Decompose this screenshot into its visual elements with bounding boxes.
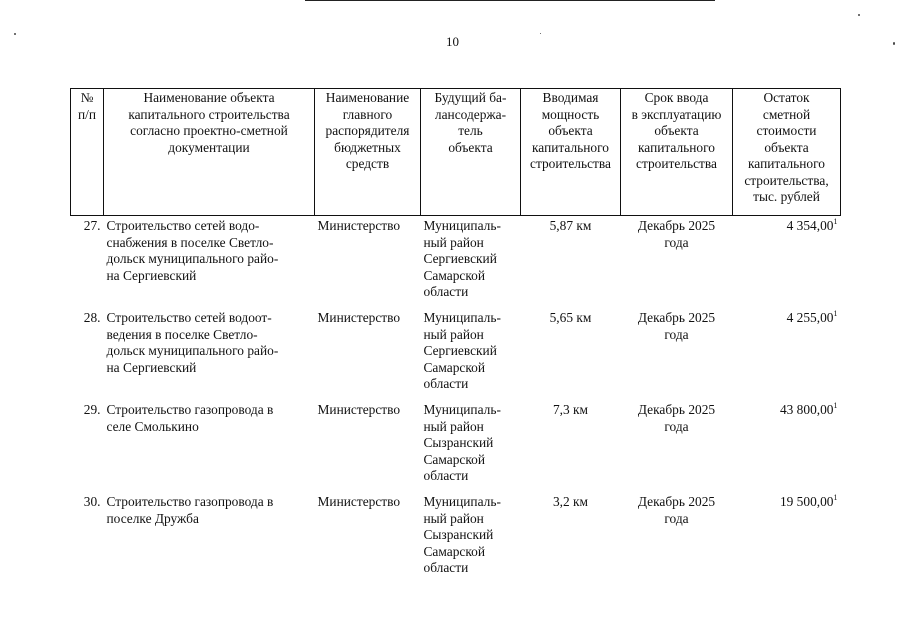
future-holder: Муниципаль- ный район Сызранский Самарской области [423,402,501,483]
commission-date: Декабрь 2025 года [637,402,716,434]
commission-date: Декабрь 2025 года [637,218,716,250]
table-row [71,308,841,400]
header-budget-manager: Наименование главного распорядителя бюджетных средств [315,89,421,216]
header-commission-date: Срок ввода в эксплуатацию объекта капитального строительства [621,89,733,216]
capacity: 5,65 км [549,310,592,325]
remaining-cost-cell [733,400,841,492]
row-number: 29. [83,402,101,417]
header-remaining-cost: Остаток сметной стоимости объекта капитального строительства, тыс. рублей [733,89,841,216]
remaining-cost-cell [733,216,841,309]
remaining-cost-cell [733,308,841,400]
future-holder: Муниципаль- ный район Сызранский Самарской области [423,494,501,575]
footnote-mark: 1 [833,493,838,502]
budget-manager: Министерство [317,310,401,325]
budget-manager: Министерство [317,402,401,417]
remaining-cost: 4 354,00 [786,218,834,233]
budget-manager: Министерство [317,494,401,509]
object-name: Строительство сетей водоот- ведения в поселке Светло- дольск муниципального райо- на Сергиевский [106,310,279,375]
footnote-mark: 1 [833,309,838,318]
table-row [71,216,841,309]
commission-date: Декабрь 2025 года [637,310,716,342]
top-rule [305,0,715,1]
construction-objects-table [70,88,841,584]
row-number: 27. [83,218,101,233]
budget-manager: Министерство [317,218,401,233]
future-holder: Муниципаль- ный район Сергиевский Самарской области [423,310,501,391]
remaining-cost-cell [733,492,841,584]
capacity: 3,2 км [552,494,589,509]
capacity: 7,3 км [552,402,589,417]
row-number: 30. [83,494,101,509]
remaining-cost: 43 800,00 [779,402,834,417]
object-name: Строительство газопровода в селе Смолькино [106,402,274,434]
header-object-name: Наименование объекта капитального строительства согласно проектно-сметной документации [104,89,315,216]
header-future-holder: Будущий ба- лансодержа- тель объекта [421,89,521,216]
footnote-mark: 1 [833,401,838,410]
table-header-row [71,89,841,216]
header-capacity: Вводимая мощность объекта капитального строительства [521,89,621,216]
table-row [71,492,841,584]
scan-speck [858,14,860,16]
commission-date: Декабрь 2025 года [637,494,716,526]
row-number: 28. [83,310,101,325]
remaining-cost: 4 255,00 [786,310,834,325]
page-number: 10 [446,34,459,49]
remaining-cost: 19 500,00 [779,494,834,509]
header-num: № п/п [71,89,104,216]
table-row [71,400,841,492]
capacity: 5,87 км [549,218,592,233]
object-name: Строительство газопровода в поселке Дружба [106,494,274,526]
future-holder: Муниципаль- ный район Сергиевский Самарской области [423,218,501,299]
footnote-mark: 1 [833,217,838,226]
object-name: Строительство сетей водо- снабжения в поселке Светло- дольск муниципального райо- на Сергиевский [106,218,279,283]
